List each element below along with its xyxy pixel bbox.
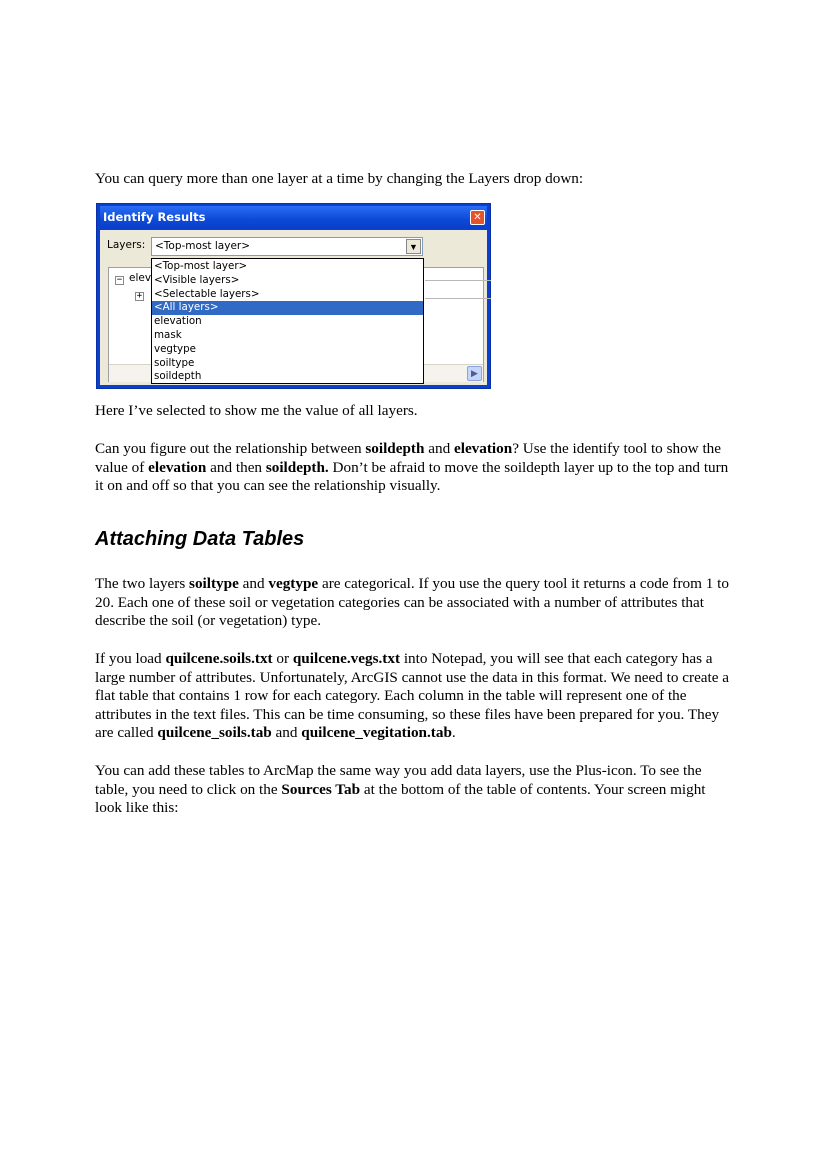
layers-dropdown-list[interactable] bbox=[151, 258, 424, 384]
notepad-paragraph bbox=[95, 650, 735, 743]
column-divider bbox=[425, 298, 491, 299]
selected-note-paragraph: Here I’ve selected to show me the value of all layers. bbox=[95, 402, 418, 419]
dropdown-option[interactable]: mask bbox=[154, 328, 182, 341]
text-run: . bbox=[451, 724, 456, 742]
dropdown-option[interactable]: vegtype bbox=[154, 342, 196, 355]
text-run: ? Use the identify tool to show the value of bbox=[95, 440, 721, 476]
scroll-right-icon[interactable]: ▶ bbox=[467, 366, 482, 381]
bold-term: soildepth bbox=[365, 440, 425, 457]
identify-results-dialog bbox=[96, 203, 491, 389]
categorical-paragraph bbox=[95, 575, 735, 631]
layers-label: Layers: bbox=[107, 239, 146, 251]
bold-term: Sources Tab bbox=[281, 780, 361, 798]
collapse-icon[interactable]: − bbox=[116, 275, 123, 285]
dialog-title-bar[interactable] bbox=[100, 206, 487, 228]
text-run: and bbox=[238, 575, 269, 592]
bold-term: quilcene_vegitation.tab bbox=[301, 724, 452, 742]
bold-term: elevation bbox=[148, 458, 207, 476]
dropdown-option[interactable]: <Selectable layers> bbox=[154, 287, 260, 300]
expand-icon[interactable]: + bbox=[136, 291, 143, 301]
text-run: and bbox=[271, 724, 302, 742]
section-heading: Attaching Data Tables bbox=[95, 528, 305, 550]
text-run: are categorical. If you use the query tool it returns a code from 1 to 20. Each one of these soil or vegetation categories can be associated with a number of attributes that describe the soil (or vegetation) type. bbox=[95, 575, 729, 630]
text-run: The two layers bbox=[95, 575, 190, 592]
text-run: and bbox=[424, 440, 454, 457]
bold-term: soildepth. bbox=[265, 458, 329, 476]
add-tables-paragraph bbox=[95, 762, 735, 818]
intro-paragraph: You can query more than one layer at a time by changing the Layers drop down: bbox=[95, 170, 584, 187]
column-divider bbox=[425, 280, 491, 281]
bold-term: soiltype bbox=[189, 575, 239, 592]
dialog-title: Identify Results bbox=[103, 210, 206, 224]
bold-term: elevation bbox=[453, 440, 513, 457]
text-run: If you load bbox=[95, 650, 166, 667]
bold-term: quilcene.vegs.txt bbox=[292, 650, 401, 667]
text-run: or bbox=[272, 650, 293, 667]
chevron-down-icon[interactable]: ▼ bbox=[406, 239, 421, 254]
dropdown-option[interactable]: <Top-most layer> bbox=[154, 260, 248, 272]
text-run: You can add these tables to ArcMap the same way you add data layers, use the Plus-icon. To see the table, you need to click on the bbox=[95, 762, 702, 798]
close-icon[interactable]: ✕ bbox=[470, 210, 485, 225]
relationship-paragraph bbox=[95, 440, 735, 496]
text-run: into Notepad, you will see that each category has a large number of attributes. Unfortunately, ArcGIS cannot use the data in this format. We need to create a flat table that contains 1 row for each category. Each column in the table will represent one of the attributes in the text files. This can be time consuming, so these files have been prepared for you. They are called bbox=[95, 650, 730, 742]
dropdown-option[interactable]: <All layers> bbox=[152, 301, 423, 315]
dialog-body bbox=[100, 230, 487, 385]
dropdown-option[interactable]: <Visible layers> bbox=[154, 273, 240, 286]
dropdown-option[interactable]: elevation bbox=[154, 315, 202, 328]
dropdown-option[interactable]: soiltype bbox=[154, 356, 195, 369]
text-run: and then bbox=[206, 458, 266, 476]
bold-term: quilcene.soils.txt bbox=[165, 650, 273, 667]
layers-dropdown[interactable] bbox=[151, 237, 423, 256]
layers-dropdown-value: <Top-most layer> bbox=[155, 240, 251, 252]
dropdown-option[interactable]: soildepth bbox=[154, 370, 202, 383]
text-run: Don’t be afraid to move the soildepth layer up to the top and turn it on and off so that you can see the relationship visually. bbox=[95, 458, 729, 495]
bold-term: quilcene_soils.tab bbox=[157, 724, 272, 742]
tree-item-elevation[interactable]: elev bbox=[129, 272, 152, 284]
text-run: Can you figure out the relationship between bbox=[95, 440, 366, 457]
text-run: at the bottom of the table of contents. Your screen might look like this: bbox=[95, 780, 706, 817]
bold-term: vegtype bbox=[268, 575, 319, 592]
